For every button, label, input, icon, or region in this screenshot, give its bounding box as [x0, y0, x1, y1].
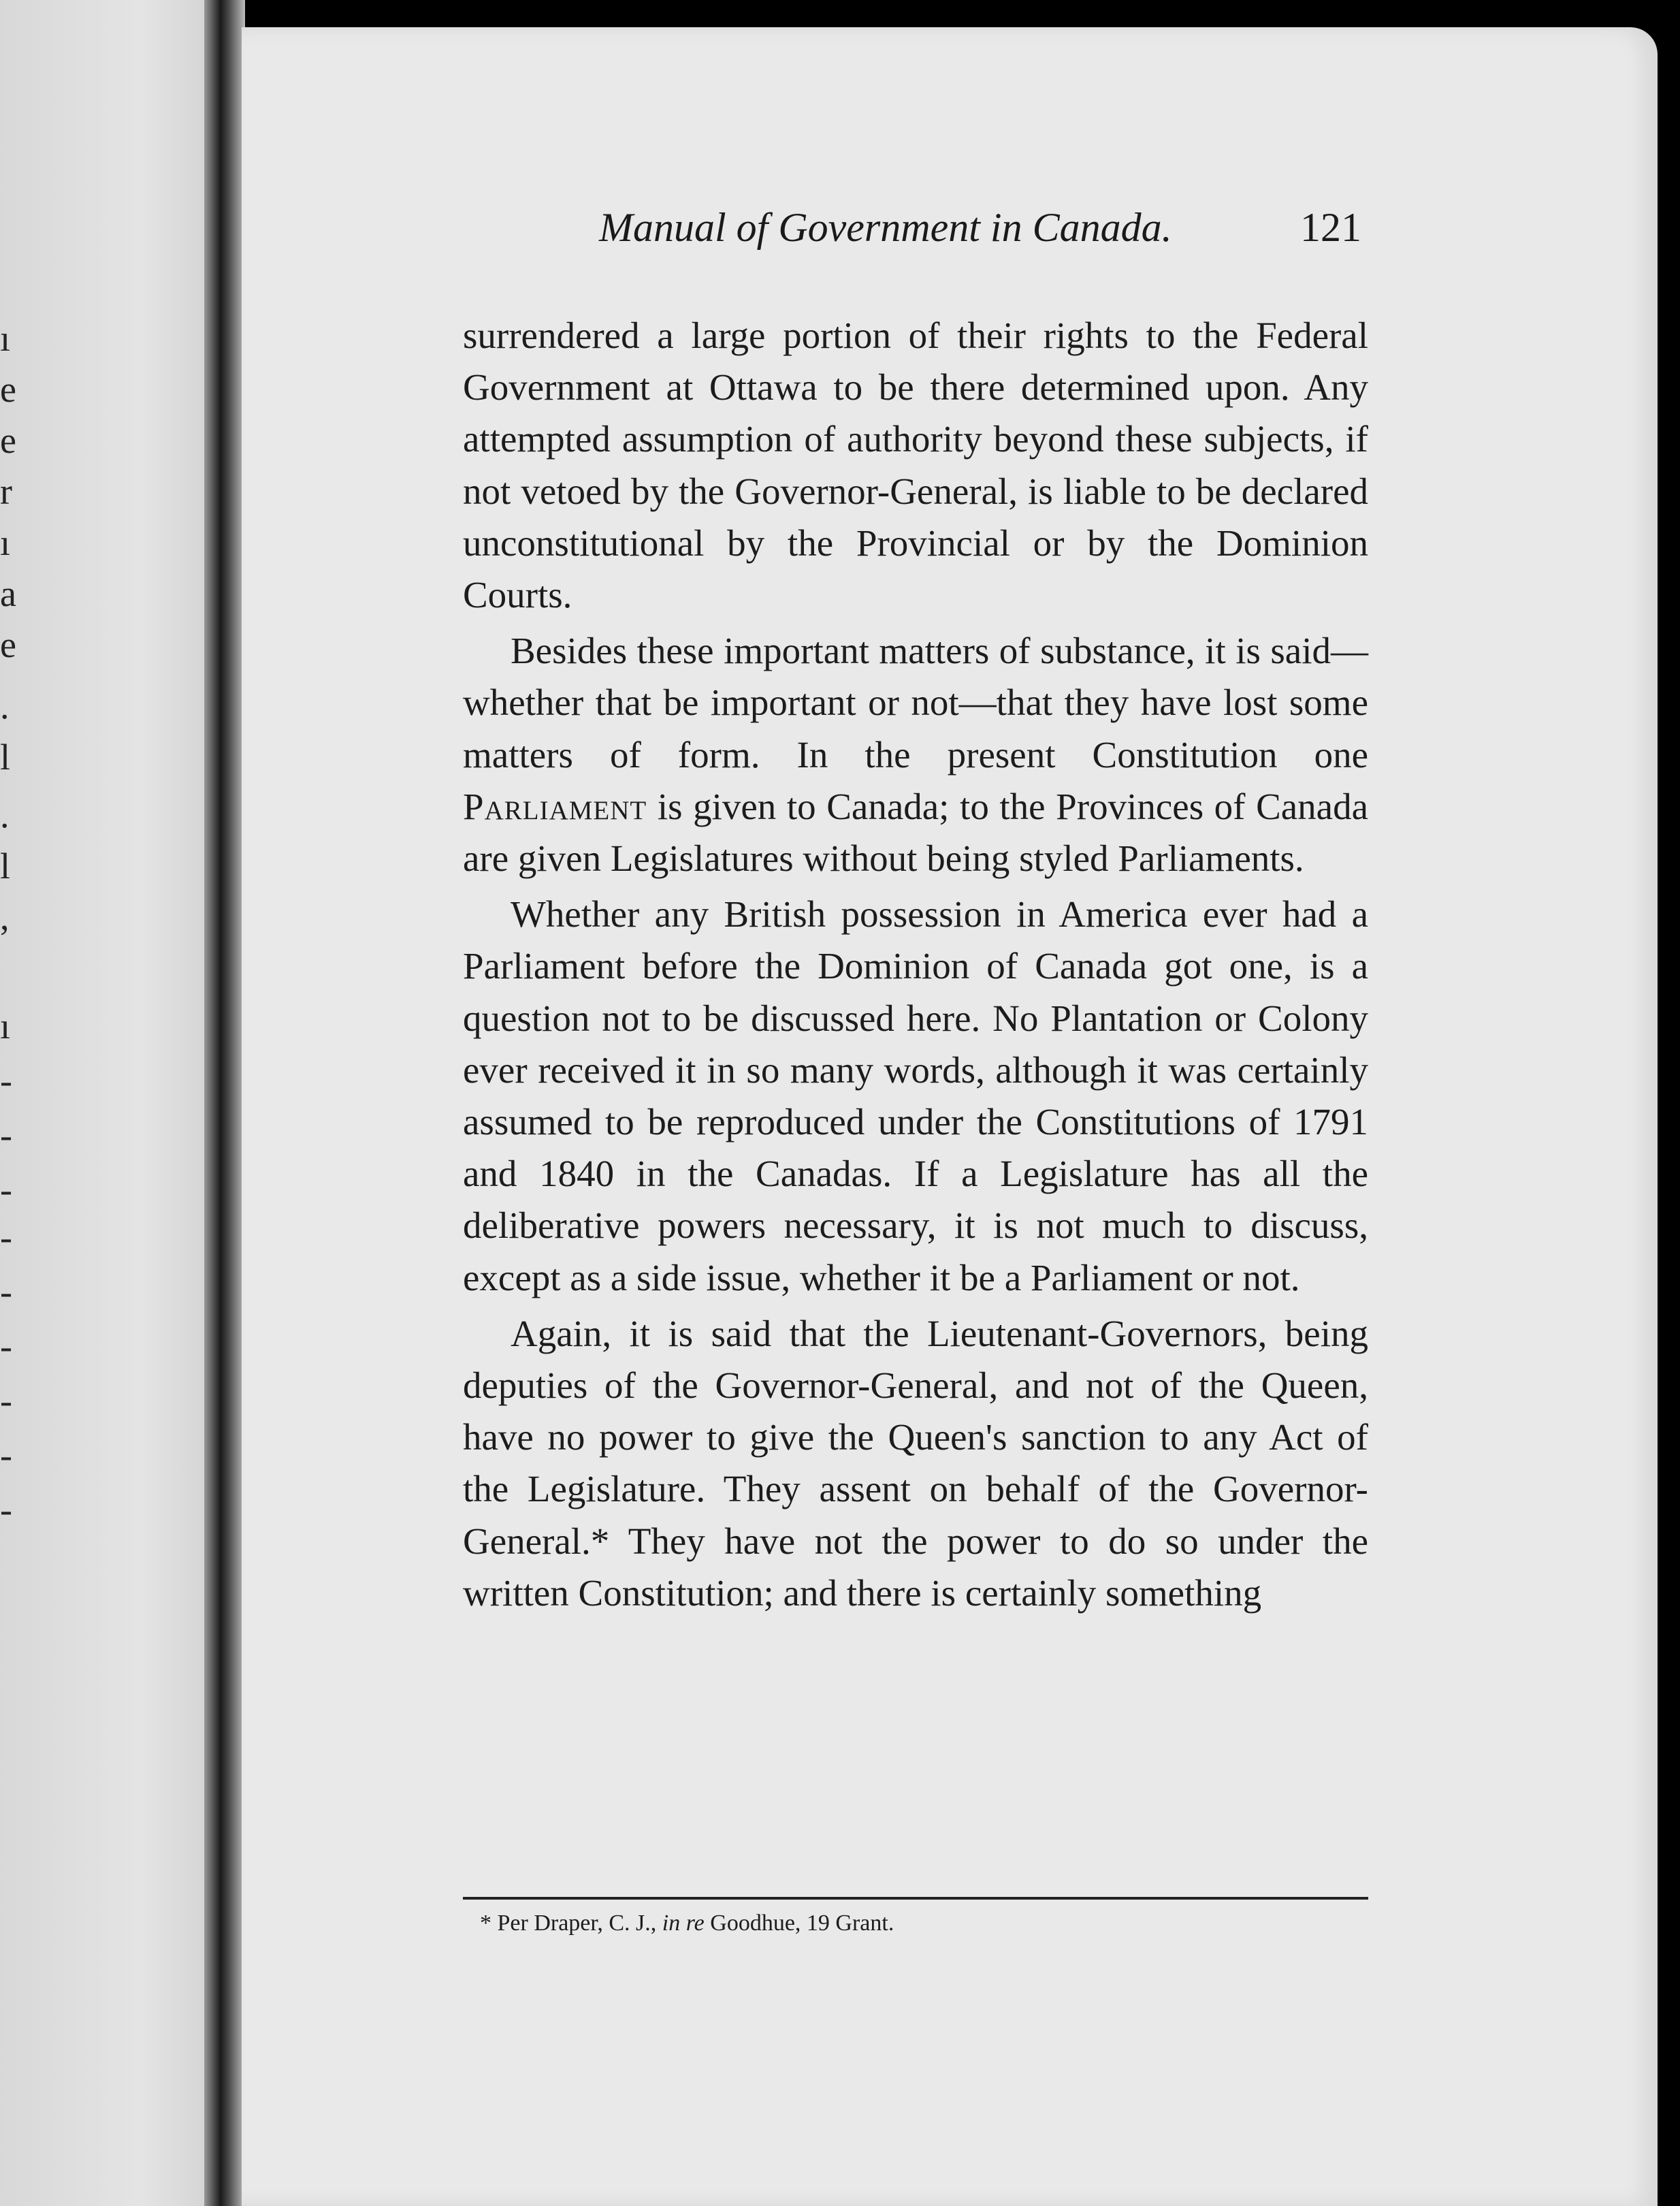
left-page-edge-char: - — [0, 1271, 12, 1312]
left-page-edge-char: e — [0, 420, 16, 461]
footnote-case: Goodhue, 19 Grant. — [710, 1911, 894, 1936]
left-page-edge-char: e — [0, 369, 16, 410]
left-page-edge-char: - — [0, 1060, 12, 1101]
left-page-edge-char: l — [0, 846, 11, 886]
running-head-title: Manual of Government in Canada. — [599, 205, 1172, 250]
parliament-smallcaps: Parliament — [463, 785, 647, 827]
page-number: 121 — [1300, 205, 1361, 250]
left-page-edge-char: ı — [0, 318, 11, 359]
footnote-case-italic: in re — [662, 1911, 705, 1936]
paragraph-4: Again, it is said that the Lieutenant-Governors, being deputies of the Governor-General, and not of the Queen, have no power to give the Queen's sanction to any Act of the Legislature. They assent on behalf of the Governor-General.* They have not the power to do so under the written Constitution; and there is certainly something — [463, 1312, 1368, 1614]
left-page-edge-char: - — [0, 1435, 12, 1475]
left-page-edge-char: . — [0, 795, 10, 835]
paragraph-2-part-1: Besides these important matters of substance, it is said—whether that be important or not—that they have lost some matters of form. In the present Constitution one — [463, 630, 1368, 776]
left-page-edge-char: e — [0, 624, 16, 665]
left-page-edge-char: ı — [0, 522, 11, 563]
left-page-edge-char: l — [0, 737, 11, 778]
body-text — [463, 310, 1368, 1619]
left-page-edge-char: ı — [0, 1006, 11, 1046]
footnote — [480, 1911, 1365, 1936]
left-page-edge-char: - — [0, 1217, 12, 1258]
left-page-edge-char: - — [0, 1169, 12, 1210]
left-page-edge-char: - — [0, 1380, 12, 1421]
left-page-edge-char: r — [0, 471, 12, 512]
paragraph-3: Whether any British possession in America ever had a Parliament before the Dominion of Canada got one, is a question not to be discussed here. No Plantation or Colony ever received it in so many words, although it was certainly assumed to be reproduced under the Constitutions of 1791 and 1840 in the Canadas. If a Legislature has all the deliberative powers necessary, it is not much to discuss, except as a side issue, whether it be a Parliament or not. — [463, 893, 1368, 1298]
footnote-author: Per Draper, C. J., — [497, 1911, 657, 1936]
left-page-edge — [0, 0, 235, 2206]
paragraph-1: surrendered a large portion of their rights to the Federal Government at Ottawa to be there determined upon. Any attempted assumption of authority beyond these subjects, if not vetoed by the Governor-General, is liable to be declared unconstitutional by the Provincial or by the Dominion Courts. — [463, 315, 1368, 616]
left-page-edge-char: - — [0, 1326, 12, 1366]
left-page-edge-char: - — [0, 1489, 12, 1530]
book-gutter — [204, 0, 245, 2206]
left-page-edge-char: a — [0, 573, 16, 614]
footnote-marker: * — [480, 1911, 491, 1936]
left-page-edge-char: . — [0, 686, 10, 726]
paragraph-2-part-2: is given to Canada; to the Provinces of Canada are given Legislatures without being styled Parliaments. — [463, 785, 1369, 880]
running-head — [599, 204, 1361, 251]
paragraph-2 — [463, 625, 1368, 884]
left-page-edge-char: - — [0, 1115, 12, 1155]
left-page-edge-char: , — [0, 897, 10, 938]
footnote-rule — [463, 1897, 1368, 1900]
